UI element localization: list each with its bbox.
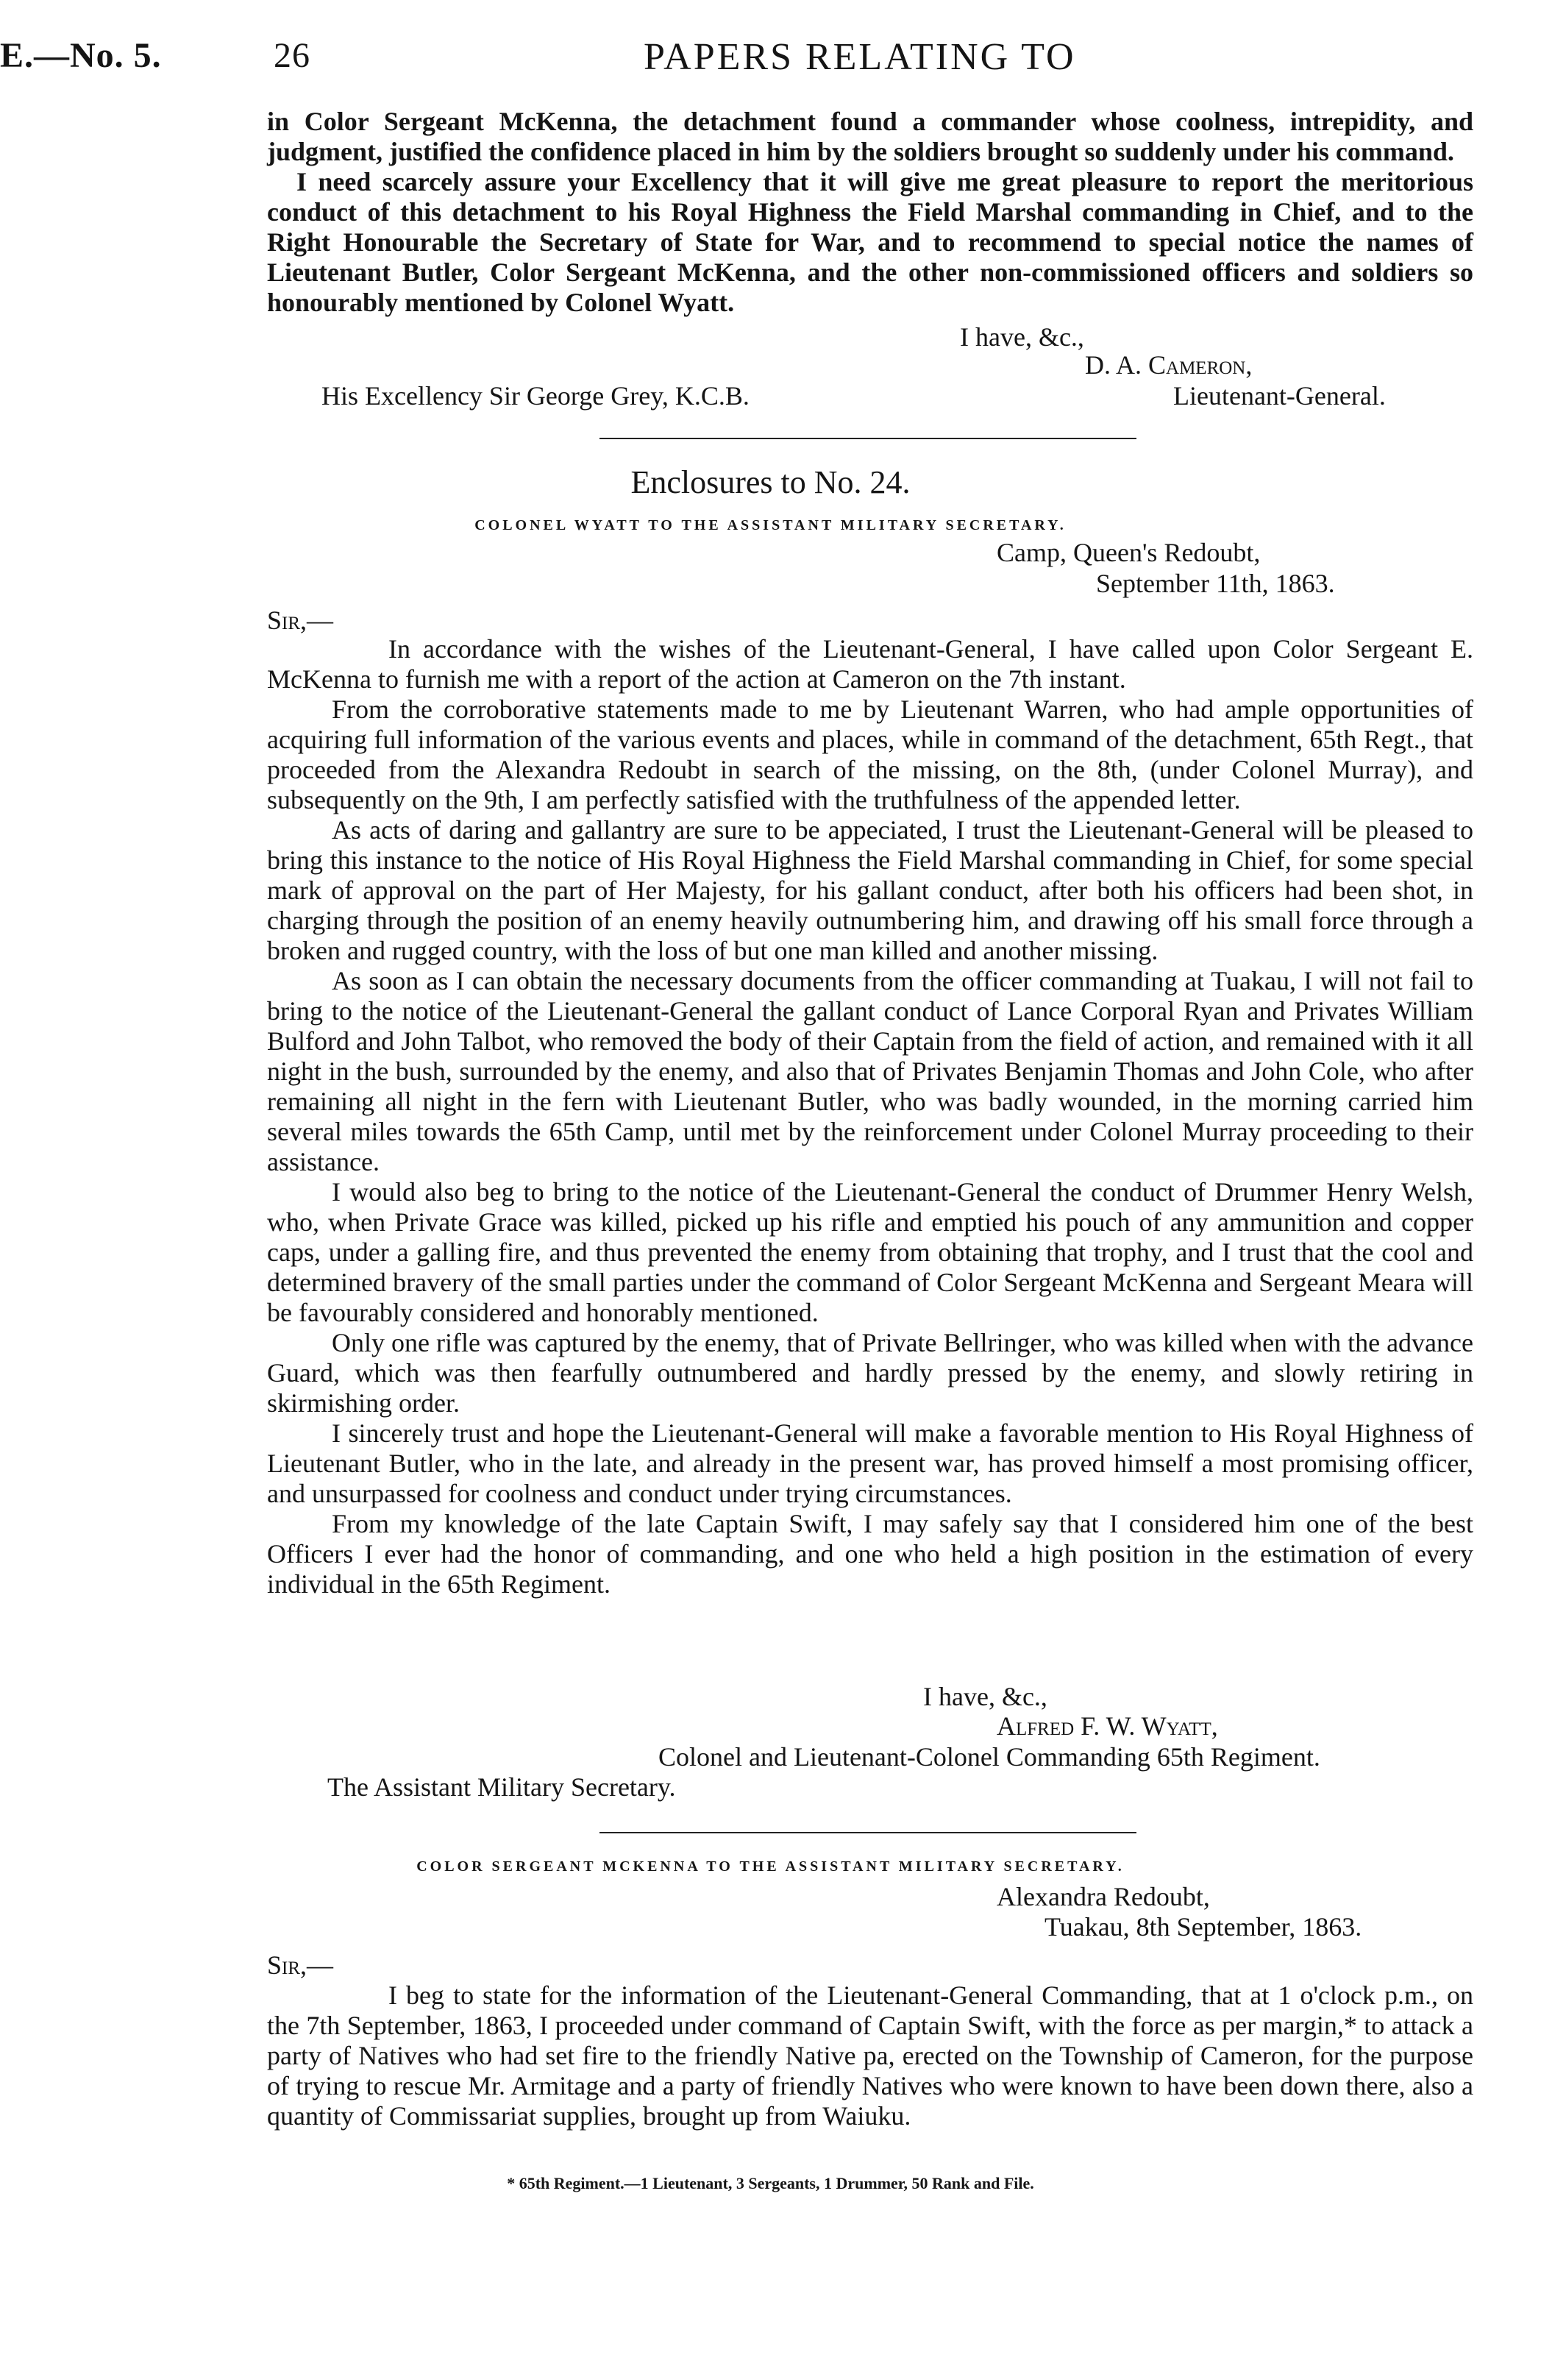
letter-paragraph: I beg to state for the information of the Lieutenant-General Commanding, that at 1 o'clock p.m., on the 7th September, 1863, I proceeded under command of Captain Swift, with the force as per margin,* to attack a party of Natives who had set fire to the friendly Native pa, erected on the Township of Cameron, for the purpose of trying to rescue Mr. Armitage and a party of friendly Natives who were known to have been down there, also a quantity of Commissariat supplies, brought up from Waiuku. <box>267 1981 1473 2131</box>
page-number: 26 <box>274 36 310 75</box>
letter-date: Tuakau, 8th September, 1863. <box>1044 1912 1362 1942</box>
enclosure-heading: COLONEL WYATT TO THE ASSISTANT MILITARY SECRETARY. <box>474 517 1067 533</box>
footnote: * 65th Regiment.—1 Lieutenant, 3 Sergeants, 1 Drummer, 50 Rank and File. <box>507 2174 1034 2192</box>
enclosure-paragraph: From my knowledge of the late Captain Swift, I may safely say that I considered him one of the best Officers I ever had the honor of commanding, and one who held a high position in the estimation of every individual in the 65th Regiment. <box>267 1509 1473 1599</box>
section-divider <box>599 438 1136 439</box>
section-divider <box>599 1832 1136 1833</box>
letter-salutation: Sir,— <box>267 1950 334 1980</box>
enclosure-paragraph: As acts of daring and gallantry are sure to be appeciated, I trust the Lieutenant-General will be pleased to bring this instance to the notice of His Royal Highness the Field Marshal commanding in Chief, for some special mark of approval on the part of Her Majesty, for his gallant conduct, after both his officers had been shot, in charging through the position of an enemy heavily outnumbering him, and drawing off his small force through a broken and rugged country, with the loss of but one man killed and another missing. <box>267 815 1473 965</box>
enclosure-paragraph: Only one rifle was captured by the enemy, that of Private Bellringer, who was killed when with the advance Guard, which was then fearfully outnumbered and hardly pressed by the enemy, and slowly retiring in skirmishing order. <box>267 1328 1473 1418</box>
enclosure-addressee: The Assistant Military Secretary. <box>327 1772 676 1802</box>
enclosures-title: Enclosures to No. 24. <box>630 464 911 500</box>
prev-addressee: His Excellency Sir George Grey, K.C.B. <box>321 381 750 411</box>
series-number: E.—No. 5. <box>0 36 162 75</box>
enclosure-paragraph: As soon as I can obtain the necessary documents from the officer commanding at Tuakau, I will not fail to bring to the notice of the Lieutenant-General the gallant conduct of Lance Corporal Ryan and Privates William Bulford and John Talbot, who removed the body of their Captain from the field of action, and remained with it all night in the bush, surrounded by the enemy, and also that of Privates Benjamin Thomas and John Cole, who after remaining all night in the fern with Lieutenant Butler, who was badly wounded, in the morning carried him several miles towards the 65th Camp, until met by the reinforcement under Colonel Murray proceeding to their assistance. <box>267 966 1473 1176</box>
prev-signature: D. A. Cameron, <box>1085 350 1253 380</box>
prev-closing: I have, &c., <box>960 322 1084 352</box>
enclosure-paragraph: In accordance with the wishes of the Lieutenant-General, I have called upon Color Sergeant E. McKenna to furnish me with a report of the action at Cameron on the 7th instant. <box>267 634 1473 694</box>
previous-letter-end <box>267 107 1473 318</box>
letter-place: Alexandra Redoubt, <box>997 1882 1210 1911</box>
letter-heading: COLOR SERGEANT MCKENNA TO THE ASSISTANT MILITARY SECRETARY. <box>416 1858 1125 1875</box>
prev-letter-paragraph-2: I need scarcely assure your Excellency that it will give me great pleasure to report the meritorious conduct of this detachment to his Royal Highness the Field Marshal commanding in Chief, and to the Right Honourable the Secretary of State for War, and to recommend to special notice the names of Lieutenant Butler, Color Sergeant McKenna, and the other non-commissioned officers and soldiers so honourably mentioned by Colonel Wyatt. <box>267 167 1473 317</box>
enclosure-paragraph: I sincerely trust and hope the Lieutenant-General will make a favorable mention to His Royal Highness of Lieutenant Butler, who in the late, and already in the present war, has proved himself a most promising officer, and unsurpassed for coolness and conduct under trying circumstances. <box>267 1418 1473 1508</box>
prev-letter-paragraph-1: in Color Sergeant McKenna, the detachment found a commander whose coolness, intrepidity, and judgment, justified the confidence placed in him by the soldiers brought so suddenly under his command. <box>267 107 1473 166</box>
enclosure-signature-title: Colonel and Lieutenant-Colonel Commanding 65th Regiment. <box>658 1742 1320 1772</box>
prev-rank: Lieutenant-General. <box>1173 381 1386 411</box>
enclosure-paragraph: I would also beg to bring to the notice of the Lieutenant-General the conduct of Drummer Henry Welsh, who, when Private Grace was killed, picked up his rifle and emptied his pouch of any ammunition and copper caps, under a galling fire, and thus prevented the enemy from obtaining that trophy, and I trust that the cool and determined bravery of the small parties under the command of Color Sergeant McKenna and Sergeant Meara will be favourably considered and honorably mentioned. <box>267 1177 1473 1327</box>
enclosure-paragraph: From the corroborative statements made to me by Lieutenant Warren, who had ample opportunities of acquiring full information of the various events and places, while in command of the detachment, 65th Regt., that proceeded from the Alexandra Redoubt in search of the missing, on the 8th, (under Colonel Murray), and subsequently on the 9th, I am perfectly satisfied with the truthfulness of the appended letter. <box>267 695 1473 814</box>
enclosure-salutation: Sir,— <box>267 605 334 635</box>
enclosure-place: Camp, Queen's Redoubt, <box>997 538 1261 567</box>
enclosure-body <box>267 634 1473 1599</box>
enclosure-closing: I have, &c., <box>923 1682 1047 1711</box>
running-title: PAPERS RELATING TO <box>644 36 1076 78</box>
enclosure-signature: Alfred F. W. Wyatt, <box>997 1711 1218 1741</box>
letter-body <box>267 1981 1473 2131</box>
enclosure-date: September 11th, 1863. <box>1096 569 1335 598</box>
